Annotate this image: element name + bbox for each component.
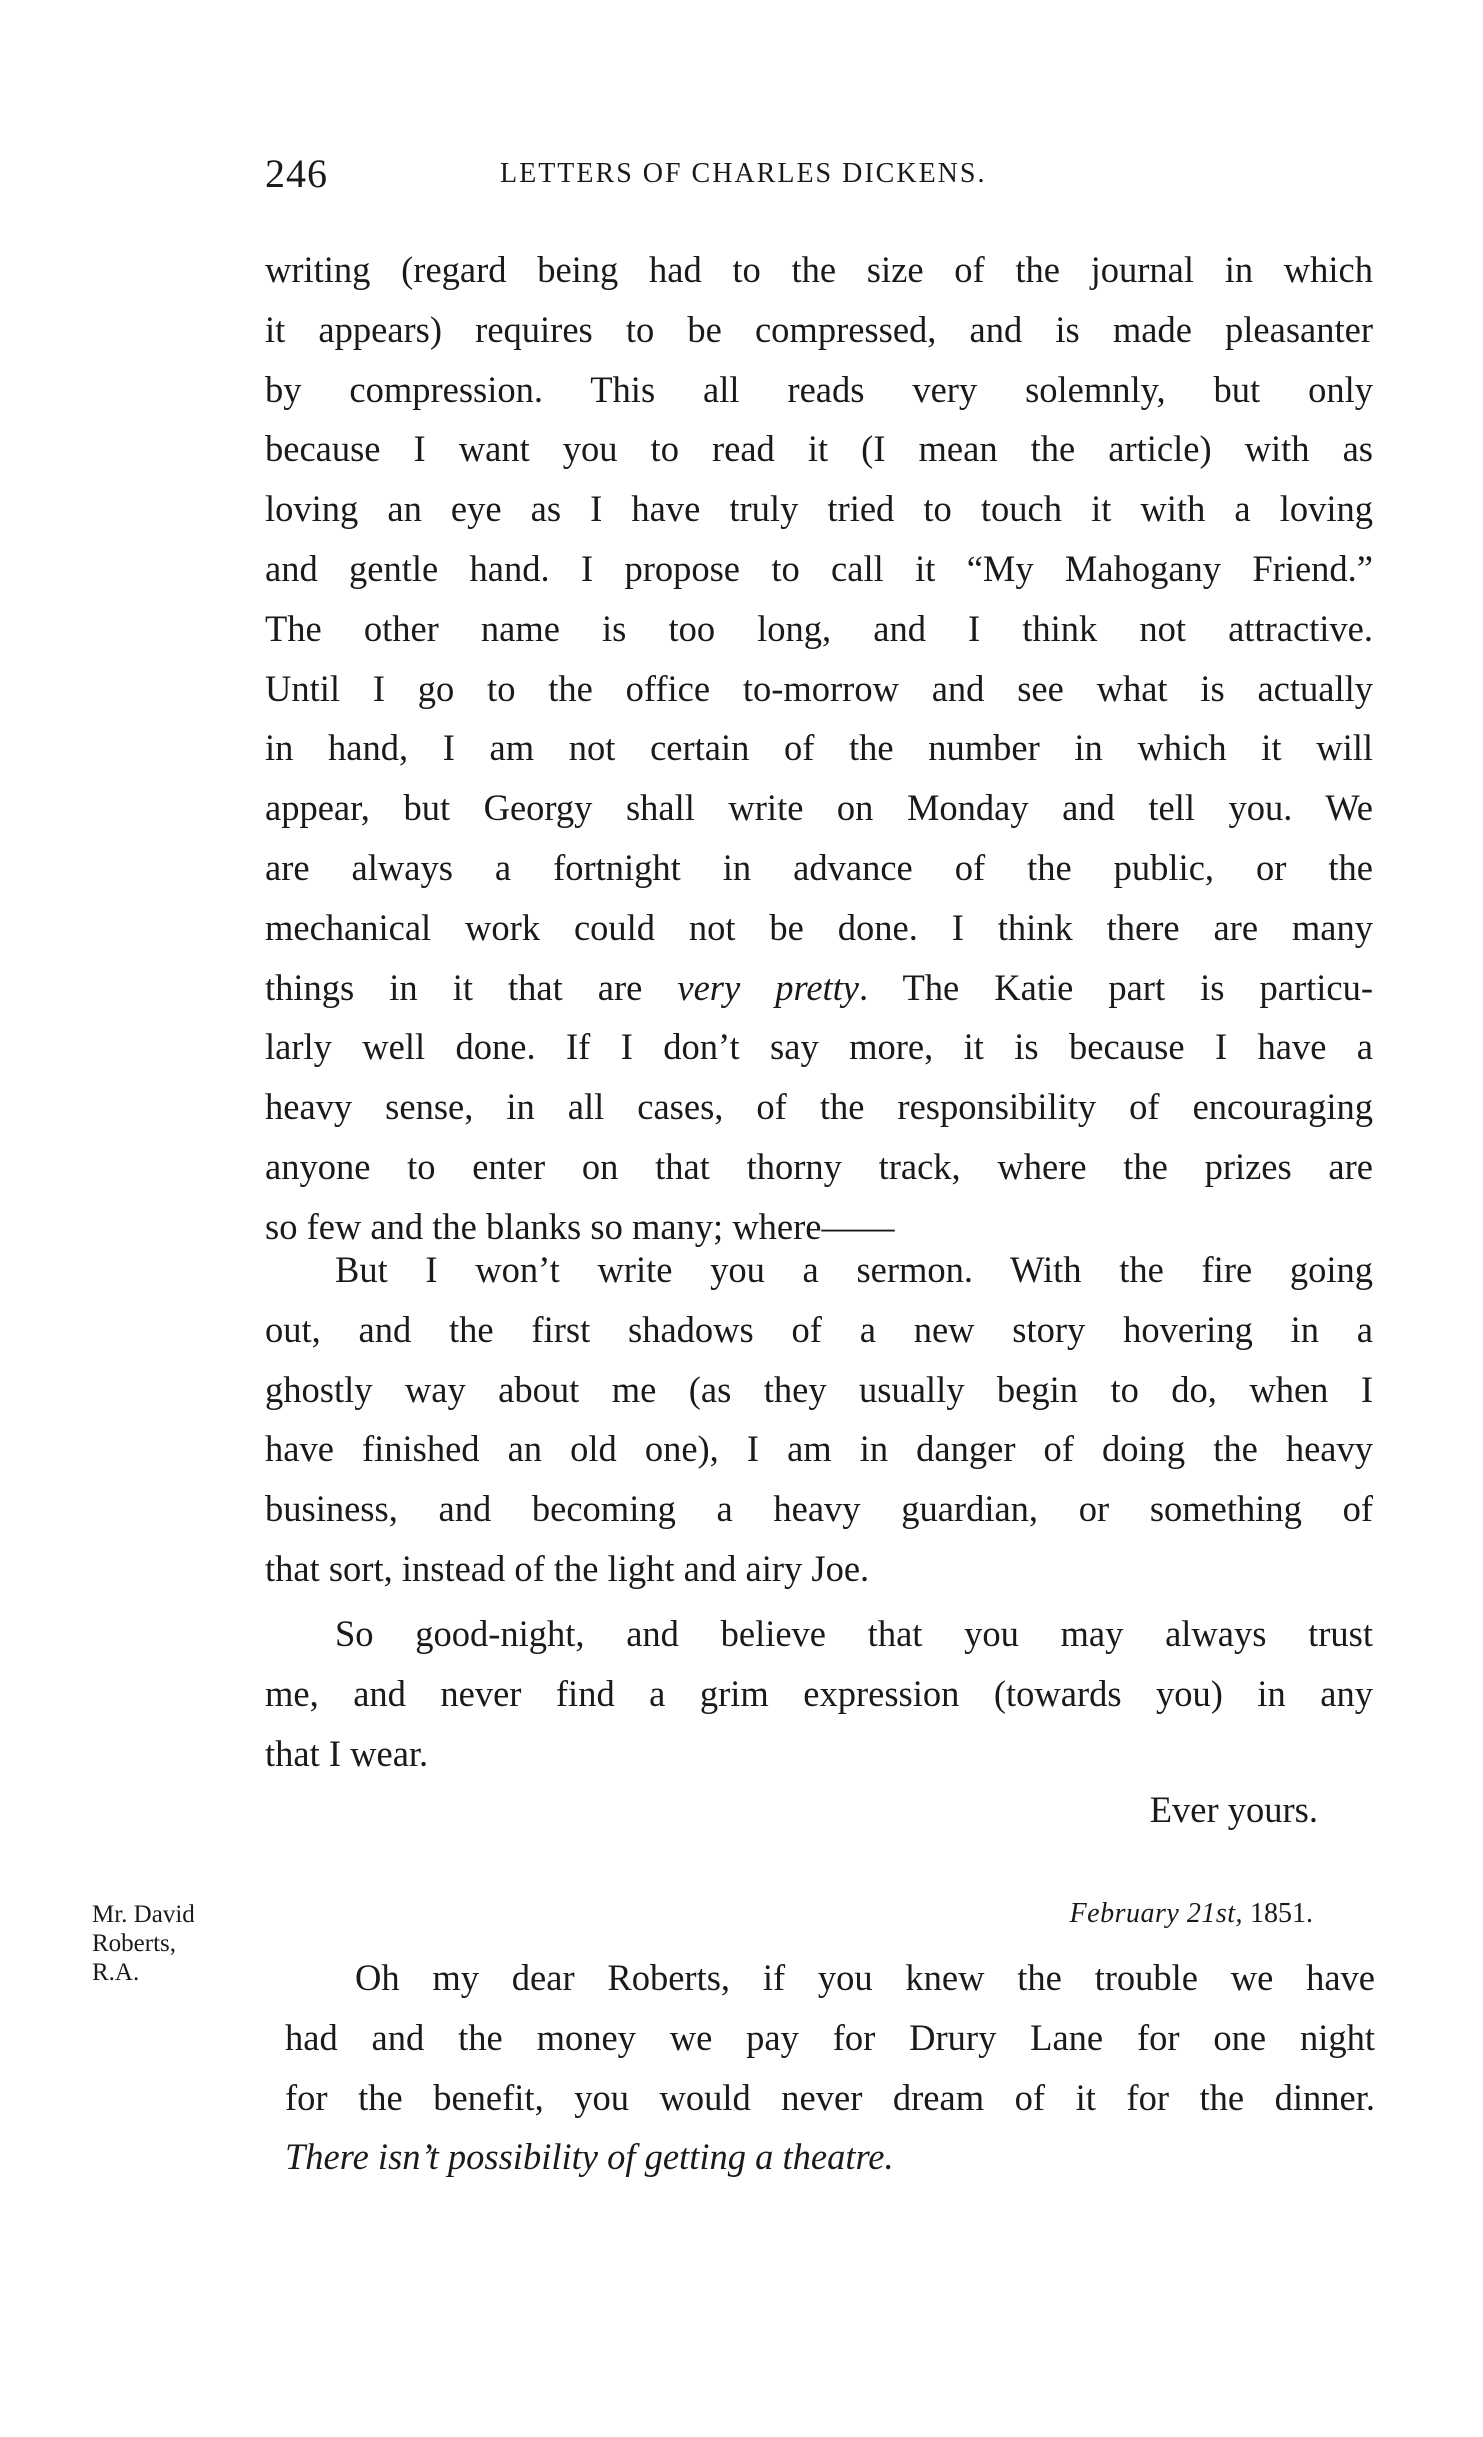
recipient-line: R.A.: [92, 1959, 140, 1986]
text-line: so few and the blanks so many; where——: [265, 1205, 895, 1247]
text-line: loving an eye as I have truly tried to touch it with a loving: [265, 488, 1373, 530]
paragraph-1: [265, 240, 1373, 1257]
page-number: 246: [265, 151, 328, 196]
italic-text-line: There isn’t possibility of getting a theatre.: [285, 2136, 894, 2178]
text-line: Until I go to the office to-morrow and see what is actually: [265, 667, 1373, 709]
paragraph-2: [265, 1240, 1373, 1599]
text-line: larly well done. If I don’t say more, it is because I have a: [265, 1026, 1373, 1068]
letter-closing: Ever yours.: [1149, 1789, 1318, 1830]
date-month-day: February 21st,: [1069, 1898, 1243, 1929]
recipient-line: Mr. David: [92, 1901, 195, 1928]
text-line: But I won’t write you a sermon. With the fire going: [335, 1249, 1373, 1290]
date-year: 1851.: [1243, 1898, 1313, 1929]
text-line: Oh my dear Roberts, if you knew the trouble we have: [355, 1957, 1375, 1998]
text-line: are always a fortnight in advance of the public, or the: [265, 846, 1373, 888]
text-line: writing (regard being had to the size of the journal in which: [265, 249, 1373, 290]
paragraph-3: [265, 1604, 1373, 1783]
text-line: The other name is too long, and I think not attractive.: [265, 607, 1373, 649]
text-line: and gentle hand. I propose to call it “My Mahogany Friend.”: [265, 547, 1373, 589]
letter-date: [1070, 1898, 1313, 1930]
letter-2-body: [285, 1948, 1375, 2187]
recipient-margin-note: [92, 1900, 195, 1987]
recipient-line: Roberts,: [92, 1930, 177, 1957]
running-header: [265, 150, 1365, 200]
text-line: business, and becoming a heavy guardian, or something of: [265, 1488, 1373, 1530]
text-line: mechanical work could not be done. I think there are many: [265, 906, 1373, 948]
text-segment: things in it that are: [265, 966, 678, 1008]
text-line: So good-night, and believe that you may always trust: [335, 1613, 1373, 1654]
text-line: by compression. This all reads very solemnly, but only: [265, 368, 1373, 410]
text-line: ghostly way about me (as they usually begin to do, when I: [265, 1368, 1373, 1410]
running-title: LETTERS OF CHARLES DICKENS.: [500, 158, 987, 189]
text-line: appear, but Georgy shall write on Monday and tell you. We: [265, 787, 1373, 829]
text-line: me, and never find a grim expression (towards you) in any: [265, 1672, 1373, 1714]
text-line: for the benefit, you would never dream of it for the dinner.: [285, 2076, 1375, 2118]
text-line: in hand, I am not certain of the number in which it will: [265, 727, 1373, 769]
text-line: had and the money we pay for Drury Lane for one night: [285, 2016, 1375, 2058]
text-line: that I wear.: [265, 1732, 429, 1774]
text-line: out, and the first shadows of a new story hovering in a: [265, 1308, 1373, 1350]
text-line: that sort, instead of the light and airy Joe.: [265, 1547, 870, 1589]
italic-phrase: very pretty: [677, 966, 859, 1008]
text-line: because I want you to read it (I mean the article) with as: [265, 428, 1373, 470]
text-line-with-italics: [265, 958, 1373, 1018]
text-segment: . The Katie part is particu-: [859, 966, 1373, 1008]
text-line: anyone to enter on that thorny track, where the prizes are: [265, 1145, 1373, 1187]
text-line: have finished an old one), I am in danger of doing the heavy: [265, 1428, 1373, 1470]
text-line: it appears) requires to be compressed, and is made pleasanter: [265, 308, 1373, 350]
text-line: heavy sense, in all cases, of the responsibility of encouraging: [265, 1086, 1373, 1128]
